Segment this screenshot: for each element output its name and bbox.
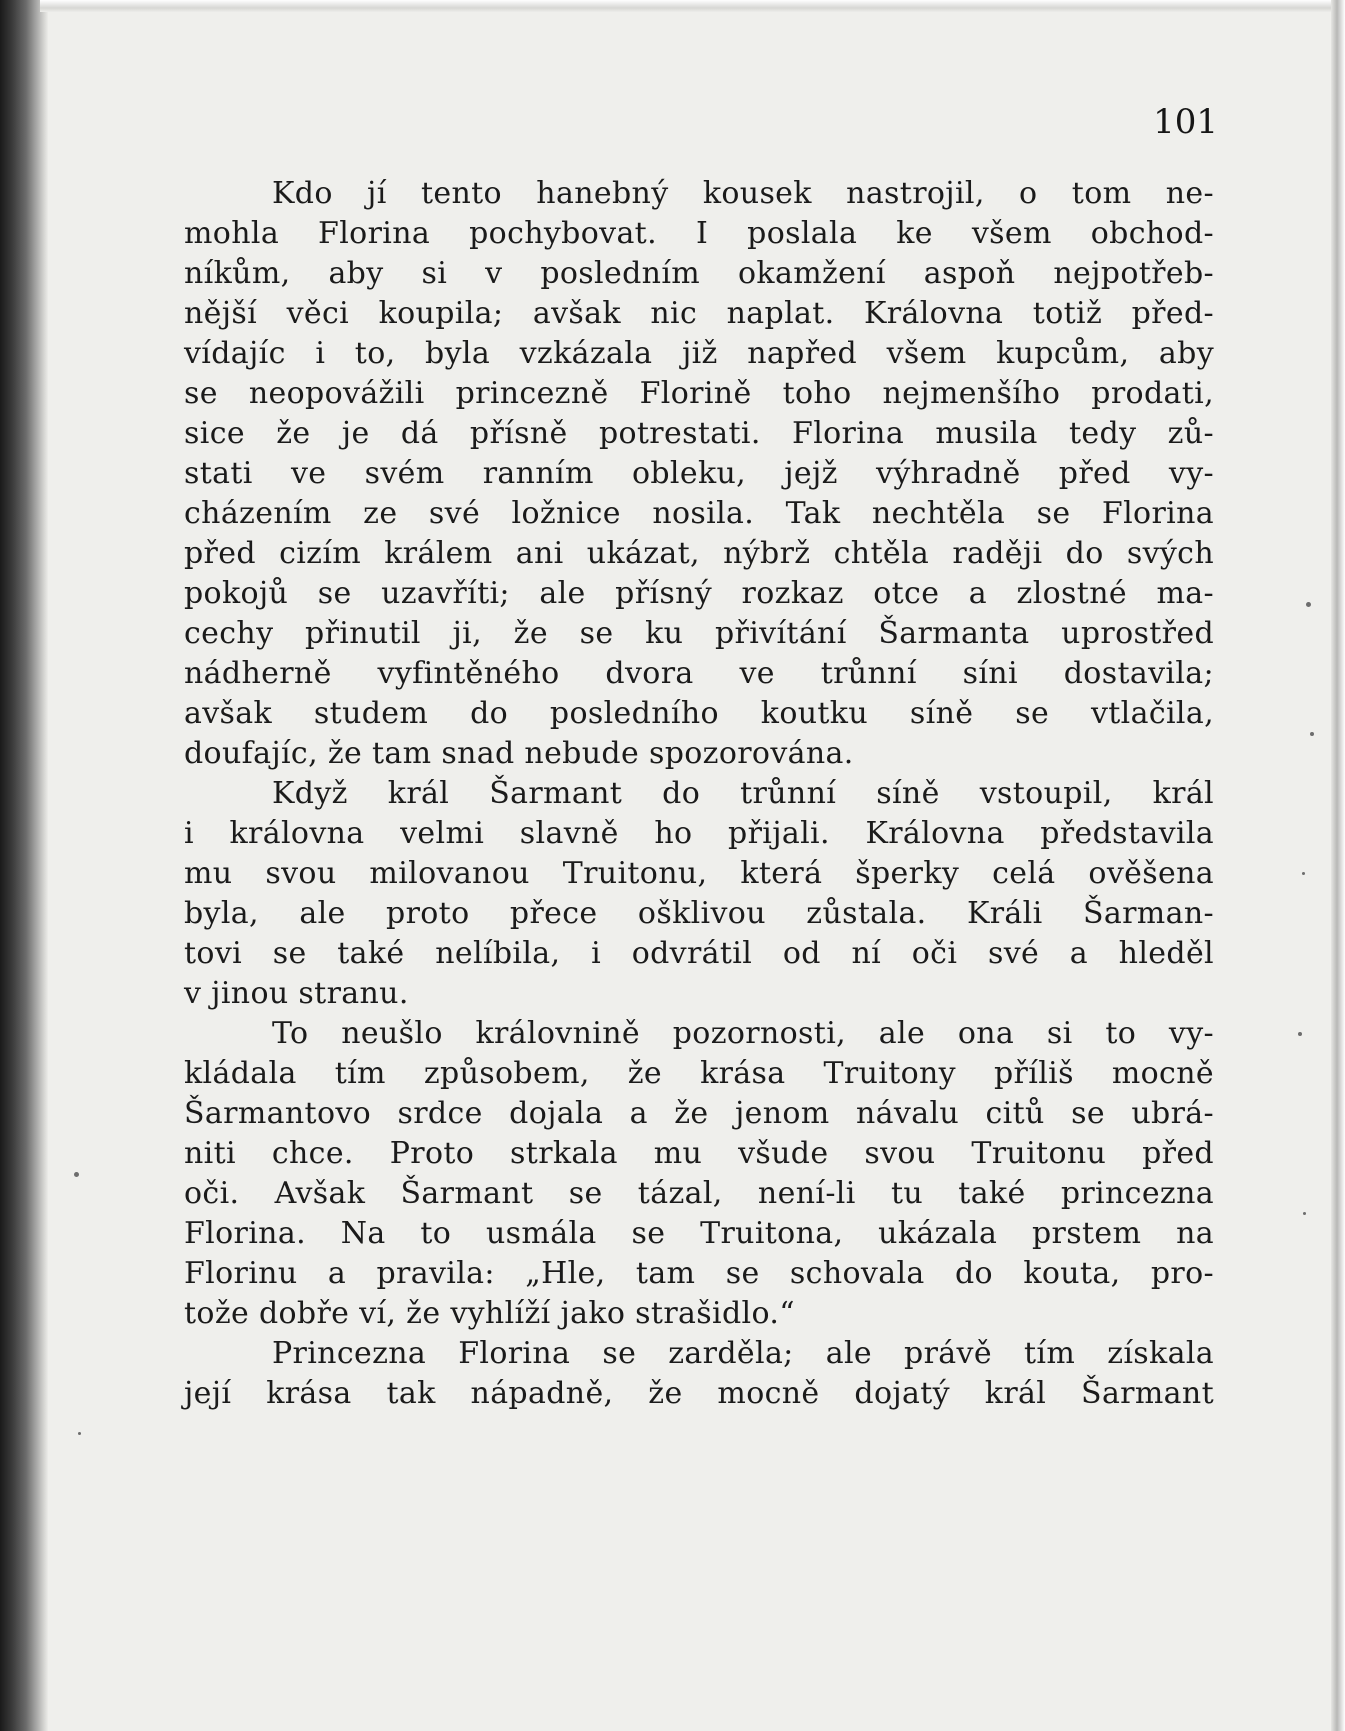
paper-speck xyxy=(1298,1032,1302,1036)
text-line: se neopovážili princezně Florině toho nejmenšího prodati, xyxy=(184,376,1214,411)
paper-speck xyxy=(1306,602,1311,607)
right-page-edge xyxy=(1331,0,1345,1731)
text-line: mu svou milovanou Truitonu, která šperky celá ověšena xyxy=(184,856,1214,891)
paper-speck xyxy=(1310,732,1314,736)
text-line: cechy přinutil ji, že se ku přivítání Šarmanta uprostřed xyxy=(184,616,1214,651)
text-line: Florinu a pravila: „Hle, tam se schovala do kouta, pro- xyxy=(184,1256,1214,1291)
text-line: tože dobře ví, že vyhlíží jako strašidlo.“ xyxy=(184,1296,795,1331)
text-line: tovi se také nelíbila, i odvrátil od ní oči své a hleděl xyxy=(184,936,1214,971)
text-line: kládala tím způsobem, že krása Truitony příliš mocně xyxy=(184,1056,1214,1091)
text-line: nější věci koupila; avšak nic naplat. Královna totiž před- xyxy=(184,296,1214,331)
text-line: Šarmantovo srdce dojala a že jenom návalu citů se ubrá- xyxy=(184,1096,1214,1131)
text-line: vídajíc i to, byla vzkázala již napřed všem kupcům, aby xyxy=(184,336,1214,371)
text-line: i královna velmi slavně ho přijali. Královna představila xyxy=(184,816,1214,851)
text-line: oči. Avšak Šarmant se tázal, není-li tu také princezna xyxy=(184,1176,1214,1211)
text-line: Princezna Florina se zarděla; ale právě tím získala xyxy=(272,1336,1214,1371)
text-line: nádherně vyfintěného dvora ve trůnní síni dostavila; xyxy=(184,656,1214,691)
paper-speck xyxy=(1302,872,1305,875)
text-line: To neušlo královnině pozornosti, ale ona si to vy- xyxy=(272,1016,1214,1051)
text-line: Když král Šarmant do trůnní síně vstoupil, král xyxy=(272,776,1214,811)
text-line: cházením ze své ložnice nosila. Tak nechtěla se Florina xyxy=(184,496,1214,531)
text-line: mohla Florina pochybovat. I poslala ke všem obchod- xyxy=(184,216,1214,251)
text-line: před cizím králem ani ukázat, nýbrž chtěla raději do svých xyxy=(184,536,1214,571)
text-line: Kdo jí tento hanebný kousek nastrojil, o tom ne- xyxy=(272,176,1214,211)
text-line: Florina. Na to usmála se Truitona, ukázala prstem na xyxy=(184,1216,1214,1251)
book-page xyxy=(48,12,1331,1731)
paper-speck xyxy=(1303,1212,1306,1215)
paper-speck xyxy=(74,1172,79,1177)
body-text xyxy=(184,174,1214,1414)
top-page-edge xyxy=(40,0,1335,12)
text-line: sice že je dá přísně potrestati. Florina musila tedy zů- xyxy=(184,416,1214,451)
text-line: níkům, aby si v posledním okamžení aspoň nejpotřeb- xyxy=(184,256,1214,291)
paper-speck xyxy=(78,1432,81,1435)
text-line: doufajíc, že tam snad nebude spozorována. xyxy=(184,736,854,771)
text-line: v jinou stranu. xyxy=(184,976,409,1011)
text-line: avšak studem do posledního koutku síně se vtlačila, xyxy=(184,696,1214,731)
page-number: 101 xyxy=(1153,102,1218,142)
text-line: její krása tak nápadně, že mocně dojatý král Šarmant xyxy=(184,1376,1214,1411)
text-line: stati ve svém ranním obleku, jejž výhradně před vy- xyxy=(184,456,1214,491)
text-line: niti chce. Proto strkala mu všude svou Truitonu před xyxy=(184,1136,1214,1171)
book-spine-shadow xyxy=(0,0,48,1731)
text-line: byla, ale proto přece ošklivou zůstala. Králi Šarman- xyxy=(184,896,1214,931)
text-line: pokojů se uzavříti; ale přísný rozkaz otce a zlostné ma- xyxy=(184,576,1214,611)
